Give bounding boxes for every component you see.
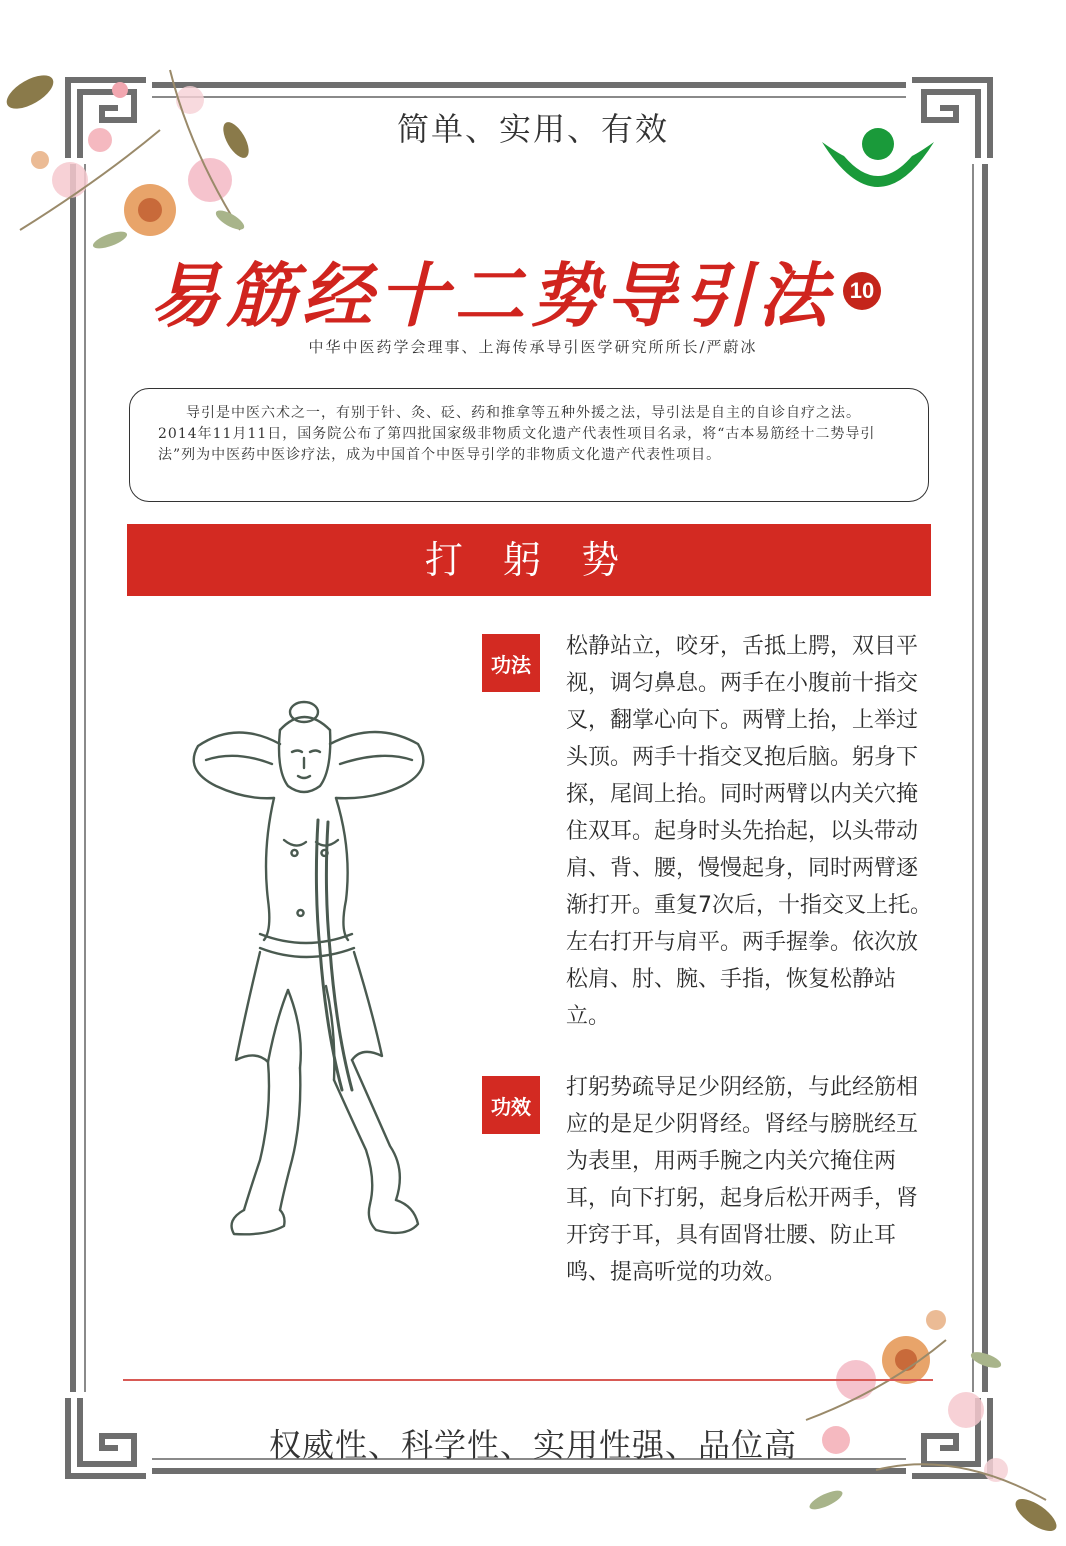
top-slogan: 简单、实用、有效 (396, 110, 669, 148)
method-text: 松静站立，咬牙，舌抵上腭，双目平视，调匀鼻息。两手在小腹前十指交叉，翻掌心向下。两臂上抬，上举过头顶。两手十指交叉抱后脑。躬身下探，尾闾上抬。同时两臂以内关穴掩住双耳。起身时头先抬起，以头带动肩、背、腰，慢慢起身，同时两臂逐渐打开。重复7次后，十指交叉上托。左右打开与肩平。两手握拳。依次放松肩、肘、腕、手指，恢复松静站立。 (566, 634, 932, 1029)
footer-divider (123, 1379, 933, 1381)
bottom-slogan: 权威性、科学性、实用性强、品位高 (268, 1426, 797, 1464)
author-line: 中华中医药学会理事、上海传承导引医学研究所所长/严蔚冰 (308, 338, 758, 356)
method-tag: 功法 (482, 634, 540, 692)
logo-icon (820, 122, 936, 212)
intro-box (129, 388, 929, 502)
effect-tag: 功效 (482, 1076, 540, 1134)
intro-text: 导引是中医六术之一，有别于针、灸、砭、药和推拿等五种外援之法，导引法是自主的自诊自疗之法。2014年11月11日，国务院公布了第四批国家级非物质文化遗产代表性项目名录，将“古本易筋经十二势导引法”列为中医药中医诊疗法，成为中国首个中医导引学的非物质文化遗产代表性项目。 (158, 405, 876, 463)
issue-number-badge: 10 (843, 272, 881, 310)
page-title: 易筋经十二势导引法 (150, 254, 834, 337)
figure-illustration (176, 690, 446, 1254)
section-title-banner: 打 躬 势 (127, 524, 931, 596)
effect-text: 打躬势疏导足少阴经筋，与此经筋相应的是足少阴肾经。肾经与膀胱经互为表里，用两手腕之内关穴掩住两耳，向下打躬，起身后松开两手，肾开窍于耳，具有固肾壮腰、防止耳鸣、提高听觉的功效。 (566, 1075, 919, 1285)
